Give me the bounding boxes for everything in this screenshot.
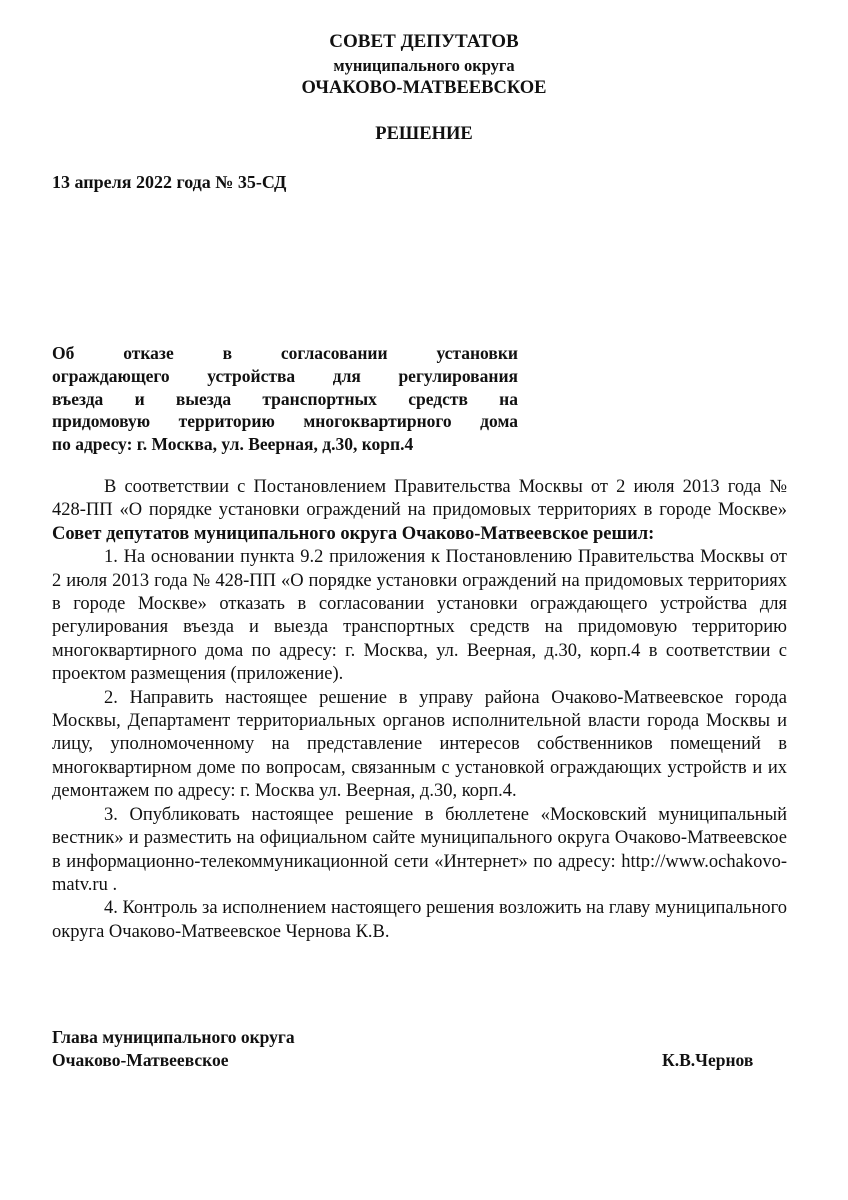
subject-line: придомовую территорию многоквартирного дома [52,411,518,432]
item-3: 3. Опубликовать настоящее решение в бюллетене «Московский муниципальный вестник» и разместить на официальном сайте муниципального округа Очаково-Матвеевское в информационно-телекоммуникационной сети «Интернет» по адресу: http://www.ochakovo-matv.ru . [52,804,787,895]
signature-title-line2: Очаково-Матвеевское [52,1050,229,1070]
signature-title-line1: Глава муниципального округа [52,1027,295,1047]
item-1: 1. На основании пункта 9.2 приложения к Постановлению Правительства Москвы от 2 июля 2013 года № 428-ПП «О порядке установки ограждений на придомовых территориях в городе Москве» отказать в согласовании установки ограждающего устройства для регулирования въезда и выезда транспортных средств на придомовую территорию многоквартирного дома по адресу: г. Москва, ул. Веерная, д.30, корп.4 в соответствии с проектом размещения (приложение). [52,547,787,685]
preamble-paragraph [52,476,787,546]
subject-line: по адресу: г. Москва, ул. Веерная, д.30, корп.4 [52,434,414,455]
subject-line: ограждающего устройства для регулирования [52,365,518,386]
preamble-text: В соответствии с Постановлением Правительства Москвы от 2 июля 2013 года № 428-ПП «О порядке установки ограждений на придомовых территориях в городе Москве» [52,477,787,521]
municipal-subheading: муниципального округа [333,56,515,75]
date-number: 13 апреля 2022 года № 35-СД [52,172,287,192]
signature-name: К.В.Чернов [662,1050,754,1070]
item-2: 2. Направить настоящее решение в управу района Очаково-Матвеевское города Москвы, Департамент территориальных органов исполнительной власти города Москвы и лицу, уполномоченному на представление интересов собственников помещений в многоквартирном доме по вопросам, связанным с установкой ограждающих устройств и их демонтажем по адресу: г. Москва ул. Веерная, д.30, корп.4. [52,687,787,802]
subject-line: въезда и выезда транспортных средств на [52,388,518,409]
item-4: 4. Контроль за исполнением настоящего решения возложить на главу муниципального округа Очаково-Матвеевское Чернова К.В. [52,898,787,942]
district-heading: ОЧАКОВО-МАТВЕЕВСКОЕ [301,78,547,98]
subject-block [52,342,518,456]
preamble-decision: Совет депутатов муниципального округа Очаково-Матвеевское решил: [52,523,655,544]
subject-line: Об отказе в согласовании установки [52,343,518,363]
document-type-title: РЕШЕНИЕ [375,124,473,144]
council-heading: СОВЕТ ДЕПУТАТОВ [329,31,519,52]
resolution-body [52,476,787,944]
